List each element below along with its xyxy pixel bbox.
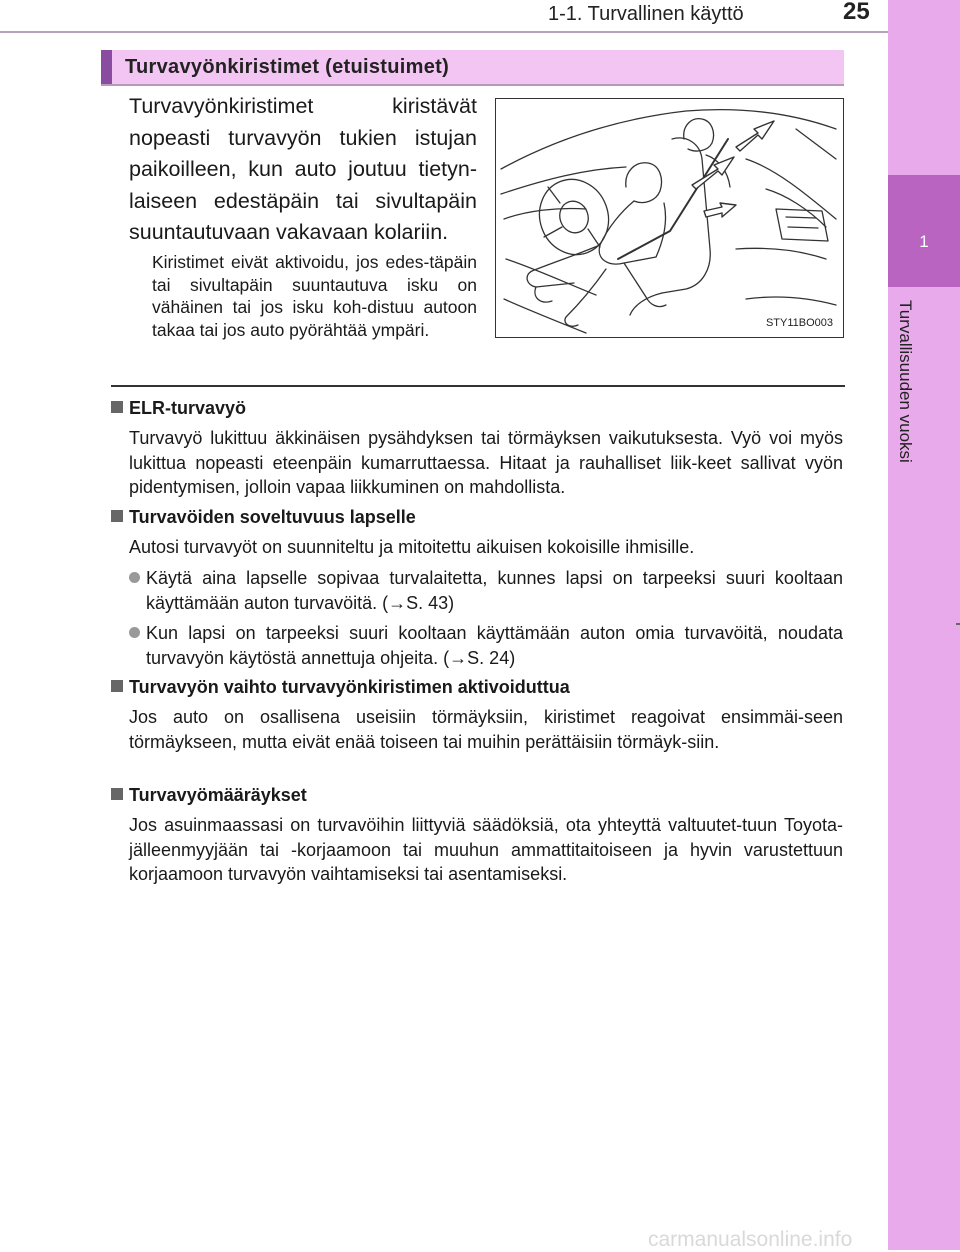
list-item	[129, 621, 843, 670]
item-heading-replacement	[111, 677, 570, 698]
section-heading	[101, 50, 844, 86]
item-heading-text: ELR-turvavyö	[129, 398, 247, 418]
square-bullet-icon	[111, 401, 123, 413]
item-heading-text: Turvavyömääräykset	[129, 785, 307, 805]
item-text-child: Autosi turvavyöt on suunniteltu ja mitoitettu aikuisen kokoisille ihmisille.	[129, 537, 695, 557]
chapter-number: 1	[919, 232, 929, 251]
item-heading-elr	[111, 398, 246, 419]
item-text-regulations: Jos asuinmaassasi on turvavöihin liittyviä säädöksiä, ota yhteyttä valtuutet-tuun Toyota-jälleenmyyjään tai -korjaamoon tai muuhun ammattitaitoiseen ja hyvin varustettuun korjaamoon turvavyön vaihtamiseksi tai asentamiseksi.	[129, 815, 843, 884]
item-heading-regulations	[111, 785, 307, 806]
list-item-text: Kun lapsi on tarpeeksi suuri kooltaan käyttämään auton omia turvavöitä, noudata turvavyön käytöstä annettuja ohjeita. (→S. 24)	[146, 623, 843, 668]
section-divider	[111, 385, 845, 387]
square-bullet-icon	[111, 510, 123, 522]
circle-bullet-icon	[129, 627, 140, 638]
footer-watermark: carmanualsonline.info	[648, 1228, 853, 1251]
header-rule	[0, 31, 888, 33]
list-item	[129, 566, 843, 615]
car-interior-drawing	[496, 99, 842, 336]
section-intro: Turvavyönkiristimet kiristävät nopeasti turvavyön tukien istujan paikoilleen, kun auto joutuu tietyn-laiseen edestäpäin tai sivultapäin suuntautuvaan vakavaan kolariin.	[129, 94, 477, 244]
chapter-tab-active[interactable]	[888, 175, 960, 287]
item-text-replacement: Jos auto on osallisena useisiin törmäyksiin, kiristimet reagoivat ensimmäi-seen törmäykseen, mutta eivät enää toiseen tai muihin perättäisiin törmäyk-siin.	[129, 707, 843, 752]
section-title: Turvavyönkiristimet (etuistuimet)	[125, 56, 450, 78]
square-bullet-icon	[111, 788, 123, 800]
item-heading-text: Turvavyön vaihto turvavyönkiristimen aktivoiduttua	[129, 677, 570, 697]
edge-mark	[956, 623, 960, 625]
item-heading-text: Turvavöiden soveltuvuus lapselle	[129, 507, 416, 527]
circle-bullet-icon	[129, 572, 140, 583]
section-heading-bar	[101, 50, 112, 84]
item-text-elr: Turvavyö lukittuu äkkinäisen pysähdyksen tai törmäyksen vaikutuksesta. Vyö voi myös lukittua nopeasti eteenpäin kumarruttaessa. Hitaat ja rauhalliset liik-keet sallivat vyön pidentymisen, jolloin vapaa liikkuminen on mahdollista.	[129, 428, 843, 497]
list-item-text: Käytä aina lapselle sopivaa turvalaitetta, kunnes lapsi on tarpeeksi suuri kooltaan käyttämään auton turvavöitä. (→S. 43)	[146, 568, 843, 613]
section-note: Kiristimet eivät aktivoidu, jos edes-täpäin tai sivultapäin suuntautuva isku on vähäinen tai jos isku koh-distuu autoon takaa tai jos auto pyörähtää ympäri.	[152, 252, 477, 340]
item-heading-child	[111, 507, 416, 528]
page-number: 25	[843, 0, 870, 25]
pretensioner-illustration	[495, 98, 844, 338]
illustration-code: STY11BO003	[765, 317, 833, 329]
running-header: 1-1. Turvallinen käyttö	[548, 3, 744, 25]
chapter-title: Turvallisuuden vuoksi	[896, 300, 915, 463]
square-bullet-icon	[111, 680, 123, 692]
